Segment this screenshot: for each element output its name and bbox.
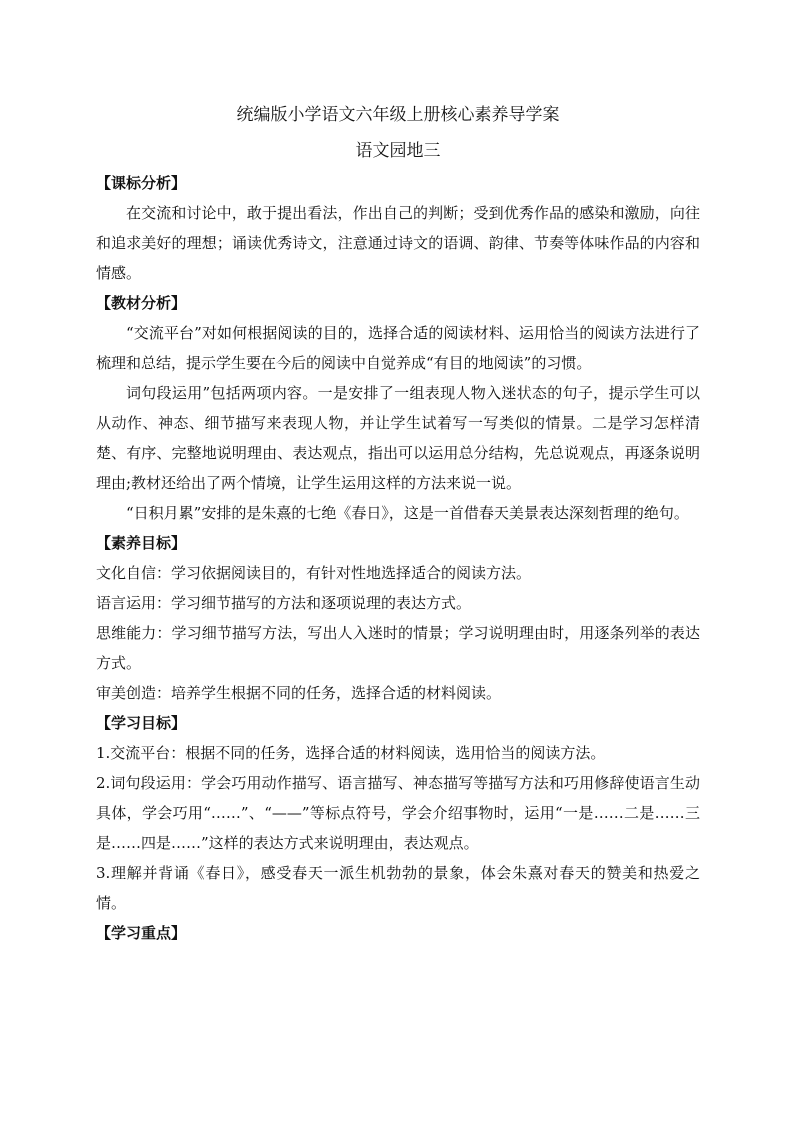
document-subtitle: 语文园地三 (355, 141, 441, 161)
literacy-item: 文化自信：学习依据阅读目的，有针对性地选择适合的阅读方法。 (96, 564, 532, 582)
literacy-item: 审美创造：培养学生根据不同的任务，选择合适的材料阅读。 (96, 684, 502, 702)
literacy-item: 思维能力：学习细节描写方法，写出人入迷时的情景；学习说明理由时，用逐条列举的表达方式。 (96, 624, 700, 672)
section-heading-curriculum: 【课标分析】 (96, 174, 187, 192)
section-heading-textbook: 【教材分析】 (96, 294, 187, 312)
section-heading-objectives: 【学习目标】 (96, 714, 187, 732)
section-heading-literacy: 【素养目标】 (96, 534, 187, 552)
curriculum-paragraph: 在交流和讨论中，敢于提出看法，作出自己的判断；受到优秀作品的感染和激励，向往和追求美好的理想；诵读优秀诗文，注意通过诗文的语调、韵律、节奏等体味作品的内容和情感。 (96, 204, 700, 282)
section-heading-keypoints: 【学习重点】 (96, 924, 187, 942)
textbook-paragraph: “日积月累”安排的是朱熹的七绝《春日》，这是一首借春天美景表达深刻哲理的绝句。 (126, 504, 689, 522)
literacy-item: 语言运用：学习细节描写的方法和逐项说理的表达方式。 (96, 594, 472, 612)
textbook-paragraph: “交流平台”对如何根据阅读的目的，选择合适的阅读材料、运用恰当的阅读方法进行了梳理和总结，提示学生要在今后的阅读中自觉养成“有目的地阅读”的习惯。 (96, 324, 700, 372)
objective-item: 2.词句段运用：学会巧用动作描写、语言描写、神态描写等描写方法和巧用修辞使语言生动具体，学会巧用“……”、“——”等标点符号，学会介绍事物时，运用“一是……二是……三是……四是……”这样的表达方式来说明理由，表达观点。 (96, 774, 700, 852)
document-title: 统编版小学语文六年级上册核心素养导学案 (236, 105, 560, 125)
textbook-paragraph: 词句段运用”包括两项内容。一是安排了一组表现人物入迷状态的句子，提示学生可以从动作、神态、细节描写来表现人物，并让学生试着写一写类似的情景。二是学习怎样清楚、有序、完整地说明理由、表达观点，指出可以运用总分结构，先总说观点，再逐条说明理由;教材还给出了两个情境，让学生运用这样的方法来说一说。 (96, 384, 700, 492)
objective-item: 1.交流平台：根据不同的任务，选择合适的材料阅读，选用恰当的阅读方法。 (96, 744, 606, 762)
objective-item: 3.理解并背诵《春日》，感受春天一派生机勃勃的景象，体会朱熹对春天的赞美和热爱之情。 (96, 864, 700, 912)
document-page (96, 100, 700, 948)
